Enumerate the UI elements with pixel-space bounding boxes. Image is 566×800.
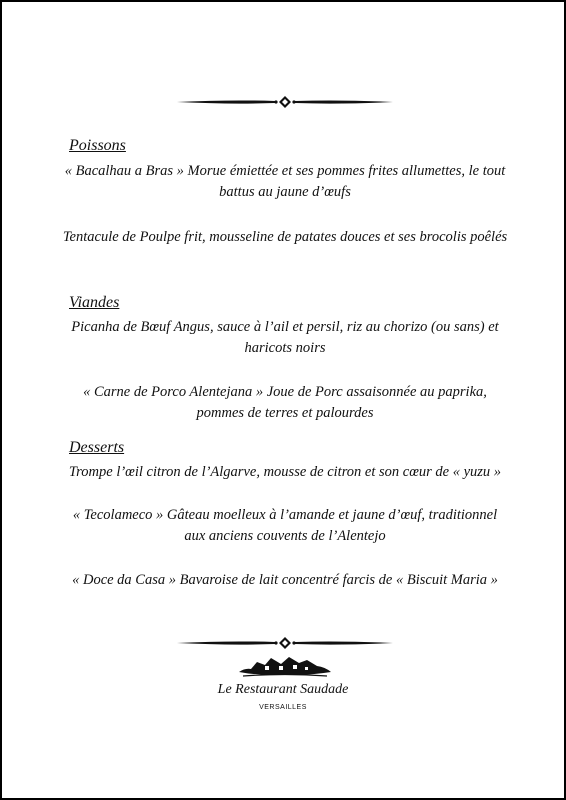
- ornament-divider-bottom: [175, 636, 395, 650]
- dish-tecolameco: « Tecolameco » Gâteau moelleux à l’amande et jaune d’œuf, traditionnel aux anciens couvents de l’Alentejo: [72, 507, 498, 544]
- dish-bacalhau: « Bacalhau a Bras » Morue émiettée et ses pommes frites allumettes, le tout battus au jaune d’œufs: [64, 163, 506, 200]
- section-title-viandes: Viandes: [69, 294, 120, 311]
- dish-doce-da-casa: « Doce da Casa » Bavaroise de lait concentré farcis de « Biscuit Maria »: [72, 572, 498, 588]
- dish-trompe-loeil: Trompe l’œil citron de l’Algarve, mousse de citron et son cœur de « yuzu »: [68, 464, 502, 480]
- restaurant-city: VERSAILLES: [259, 704, 307, 711]
- dish-poulpe: Tentacule de Poulpe frit, mousseline de patates douces et ses brocolis poêlés: [62, 229, 508, 245]
- section-title-poissons: Poissons: [69, 137, 126, 154]
- ornament-divider-top: [175, 95, 395, 109]
- restaurant-logo-icon: [235, 650, 335, 680]
- dish-picanha: Picanha de Bœuf Angus, sauce à l’ail et persil, riz au chorizo (ou sans) et haricots noirs: [71, 319, 499, 356]
- dish-carne-de-porco: « Carne de Porco Alentejana » Joue de Porc assaisonnée au paprika, pommes de terres et palourdes: [83, 384, 487, 421]
- restaurant-name: Le Restaurant Saudade: [217, 682, 349, 697]
- section-title-desserts: Desserts: [69, 439, 125, 456]
